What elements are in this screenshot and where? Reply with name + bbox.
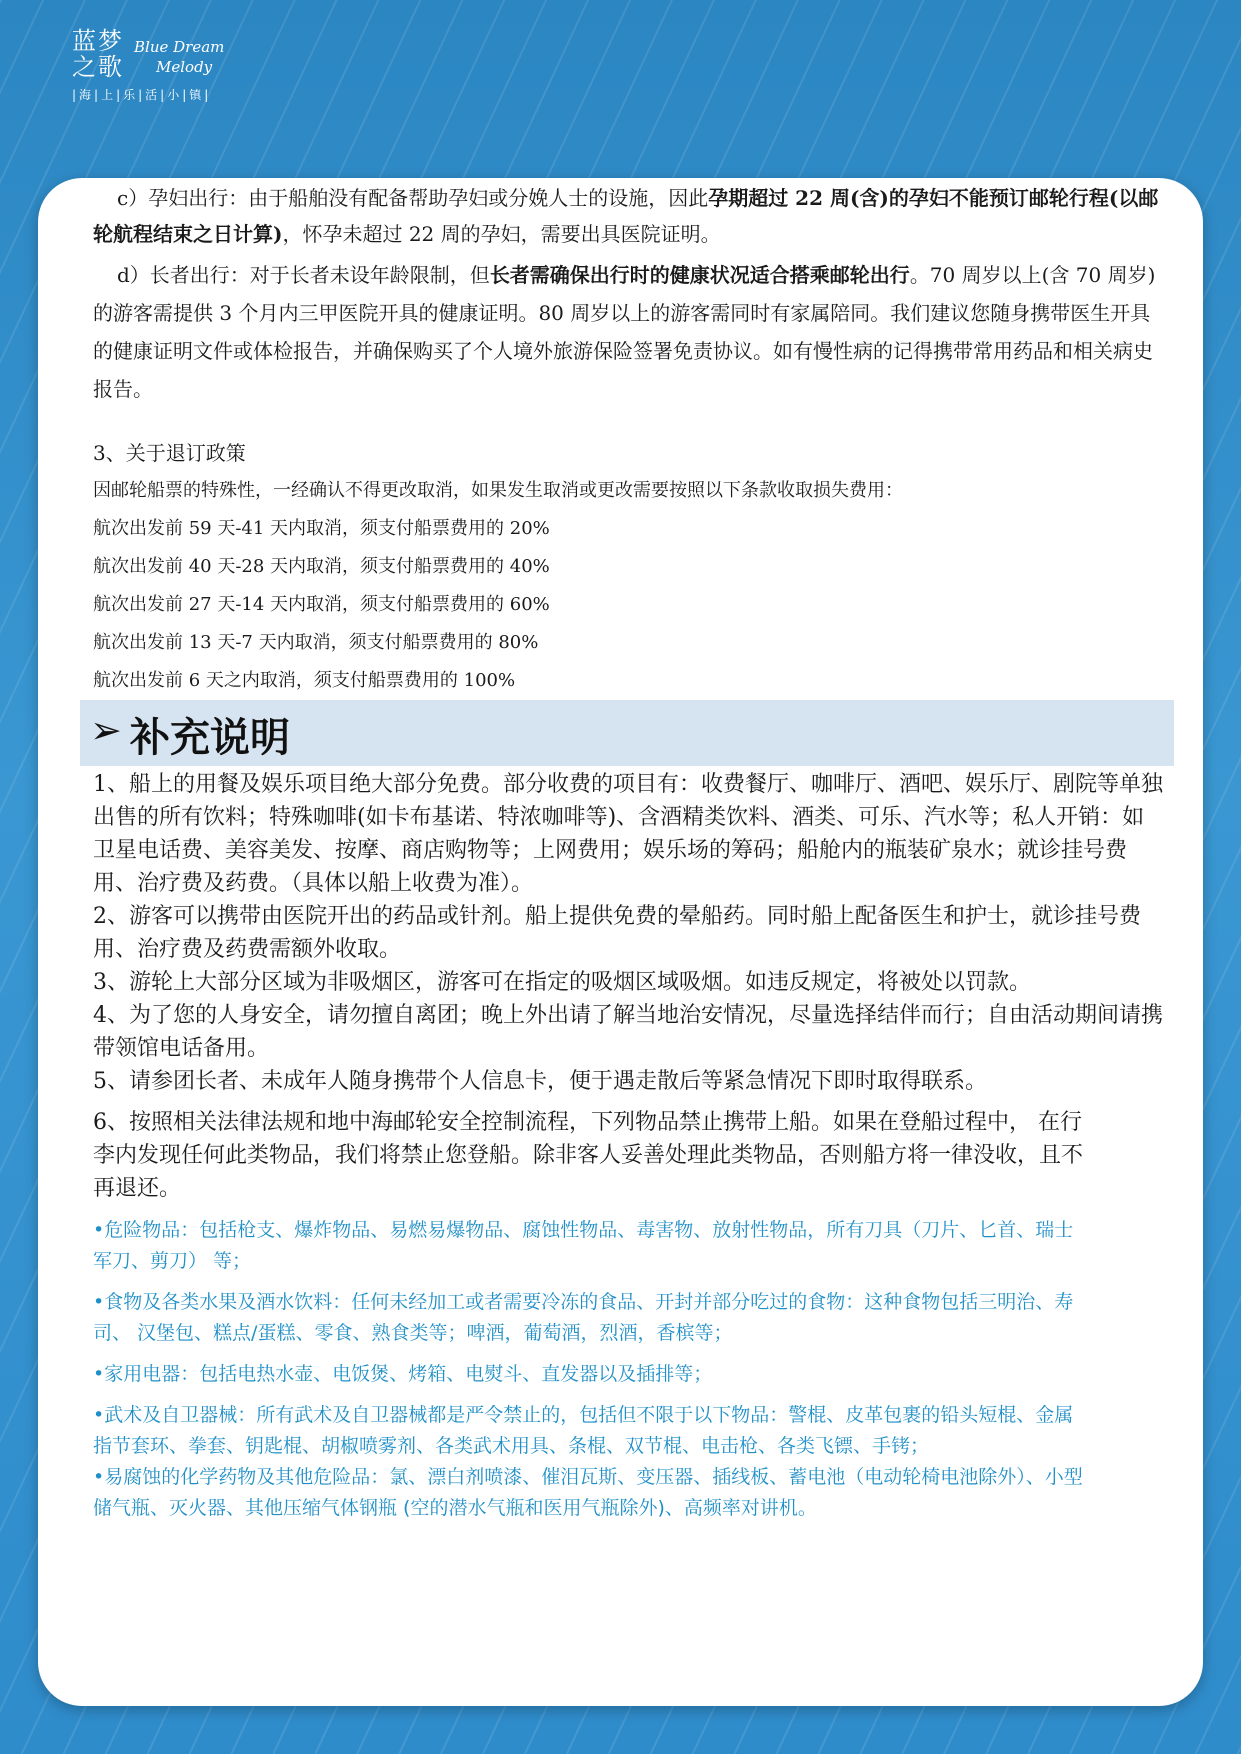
supplement-item: 5、请参团长者、未成年人随身携带个人信息卡，便于遇走散后等紧急情况下即时取得联系。 — [93, 1069, 988, 1094]
elderly-bold: 长者需确保出行时的健康状况适合搭乘邮轮出行 — [489, 263, 910, 287]
prohibited-item: •易腐蚀的化学药物及其他危险品：氯、漂白剂喷漆、催泪瓦斯、变压器、插线板、蓄电池（电动轮椅电池除外）、小型储气瓶、灭火器、其他压缩气体钢瓶 (空的潜水气瓶和医用气瓶除外)、高频率对讲机。 — [93, 1466, 1083, 1519]
prohibited-item: •武术及自卫器械：所有武术及自卫器械都是严令禁止的，包括但不限于以下物品：警棍、皮革包裹的铅头短棍、金属指节套环、拳套、钥匙棍、胡椒喷雾剂、各类武术用具、条棍、双节棍、电击枪、各类飞镖、手铐； — [93, 1404, 1074, 1457]
pregnancy-lead: c）孕妇出行：由于船舶没有配备帮助孕妇或分娩人士的设施，因此 — [117, 186, 709, 210]
logo-cn-line2: 之歌 — [72, 53, 124, 81]
section-title: 补充说明 — [130, 714, 290, 761]
refund-rule: 航次出发前 13 天-7 天内取消，须支付船票费用的 80% — [93, 632, 539, 653]
refund-intro: 因邮轮船票的特殊性，一经确认不得更改取消，如果发生取消或更改需要按照以下条款收取损失费用： — [93, 480, 903, 501]
logo-cn-line1: 蓝梦 — [72, 27, 124, 55]
refund-heading: 3、关于退订政策 — [93, 441, 246, 465]
prohibited-item: •食物及各类水果及酒水饮料：任何未经加工或者需要冷冻的食品、开封并部分吃过的食物：这种食物包括三明治、寿司、 汉堡包、糕点/蛋糕、零食、熟食类等；啤酒，葡萄酒，烈酒，香槟等； — [93, 1291, 1074, 1344]
supplement-item: 2、游客可以携带由医院开出的药品或针剂。船上提供免费的晕船药。同时船上配备医生和护士，就诊挂号费用、治疗费及药费需额外收取。 — [93, 904, 1142, 962]
prohibited-item: •家用电器：包括电热水壶、电饭煲、烤箱、电熨斗、直发器以及插排等； — [93, 1363, 713, 1385]
supplement-item: 1、船上的用餐及娱乐项目绝大部分免费。部分收费的项目有：收费餐厅、咖啡厅、酒吧、娱乐厅、剧院等单独出售的所有饮料；特殊咖啡(如卡布基诺、特浓咖啡等)、含酒精类饮料、酒类、可乐、汽水等；私人开销：如卫星电话费、美容美发、按摩、商店购物等；上网费用；娱乐场的筹码；船舱内的瓶装矿泉水；就诊挂号费用、治疗费及药费。（具体以船上收费为准）。 — [93, 772, 1164, 896]
refund-rule: 航次出发前 27 天-14 天内取消，须支付船票费用的 60% — [93, 594, 550, 615]
refund-rule: 航次出发前 59 天-41 天内取消，须支付船票费用的 20% — [93, 518, 550, 539]
supplement-item: 4、为了您的人身安全，请勿擅自离团；晚上外出请了解当地治安情况，尽量选择结伴而行；自由活动期间请携带领馆电话备用。 — [93, 1003, 1164, 1061]
prohibited-item: •危险物品：包括枪支、爆炸物品、易燃易爆物品、腐蚀性物品、毒害物、放射性物品，所有刀具（刀片、匕首、瑞士军刀、剪刀） 等； — [93, 1219, 1074, 1272]
elderly-tail: 。70 周岁以上(含 70 周岁)的游客需提供 3 个月内三甲医院开具的健康证明。80 周岁以上的游客需同时有家属陪同。我们建议您随身携带医生开具的健康证明文件或体检报告，并确保购买了个人境外旅游保险签署免责协议。如有慢性病的记得携带常用药品和相关病史报告。 — [93, 263, 1156, 401]
arrow-icon: ➢ — [90, 708, 122, 752]
elderly-lead: d）长者出行：对于长者未设年龄限制，但 — [117, 263, 490, 287]
logo-en-line1: Blue Dream — [134, 38, 225, 56]
logo-en-line2: Melody — [156, 58, 213, 76]
refund-rule: 航次出发前 6 天之内取消，须支付船票费用的 100% — [93, 670, 516, 691]
pregnancy-bold: 孕期超过 22 周(含)的孕妇不能预订邮轮行程(以邮轮航程结束之日计算) — [93, 186, 1159, 246]
brand-logo — [72, 27, 225, 103]
refund-rule: 航次出发前 40 天-28 天内取消，须支付船票费用的 40% — [93, 556, 550, 577]
section-header — [80, 700, 1174, 766]
pregnancy-paragraph — [93, 180, 1163, 252]
logo-tagline: |海|上|乐|活|小|镇| — [72, 88, 212, 102]
elderly-paragraph — [93, 256, 1163, 408]
content-card — [38, 178, 1203, 1706]
supplement-item: 6、按照相关法律法规和地中海邮轮安全控制流程，下列物品禁止携带上船。如果在登船过程中， 在行李内发现任何此类物品，我们将禁止您登船。除非客人妥善处理此类物品，否则船方将一律没收，且不再退还。 — [93, 1110, 1084, 1201]
supplement-item: 3、游轮上大部分区域为非吸烟区，游客可在指定的吸烟区域吸烟。如违反规定，将被处以罚款。 — [93, 970, 1032, 995]
pregnancy-tail: ，怀孕未超过 22 周的孕妇，需要出具医院证明。 — [282, 222, 721, 246]
